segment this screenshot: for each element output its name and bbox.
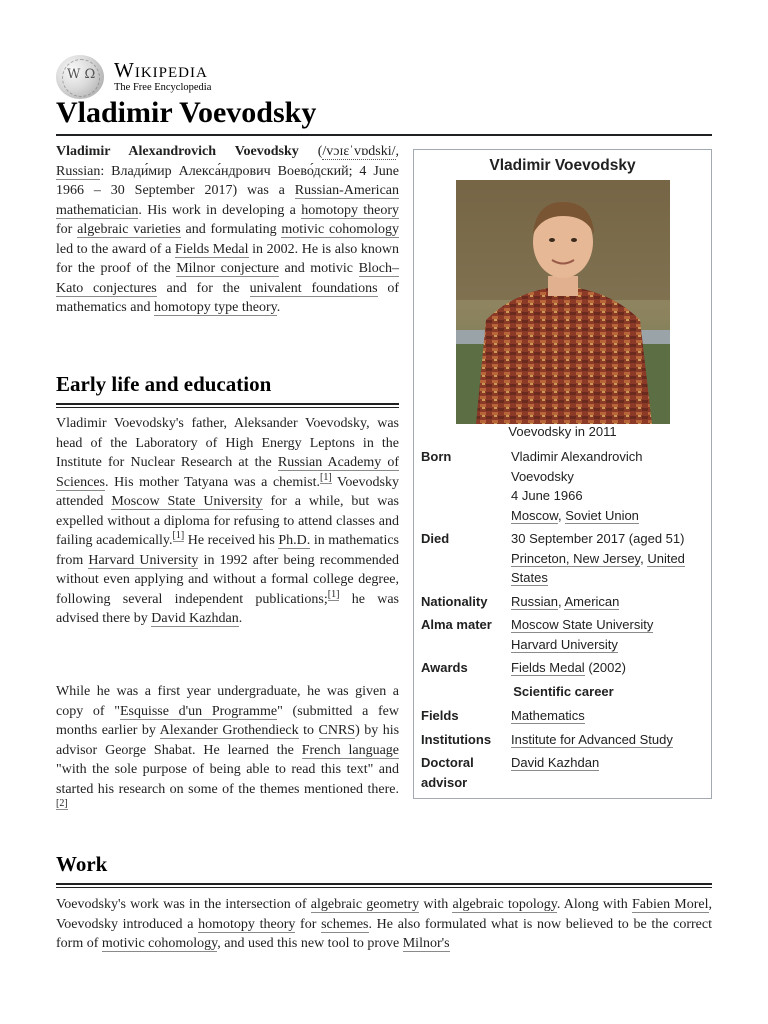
- lead-text: and for the: [166, 280, 240, 296]
- section-work: [56, 852, 712, 888]
- infobox-row-died: [421, 529, 706, 588]
- link-french-language[interactable]: French language: [301, 742, 399, 758]
- label-fields: Fields: [421, 708, 459, 723]
- label-institutions: Institutions: [421, 731, 492, 747]
- link-david-kazhdan[interactable]: David Kazhdan: [151, 611, 239, 626]
- infobox-row-nationality: [421, 592, 706, 612]
- infobox-rows: [421, 447, 706, 796]
- link-nat-american[interactable]: American: [564, 593, 620, 609]
- section-heading-early-life: Early life and education: [56, 372, 272, 396]
- heading-rule: [56, 403, 399, 408]
- link-algebraic-topology[interactable]: algebraic topology: [452, 897, 557, 912]
- para-text: Voevodsky attended: [56, 474, 399, 509]
- work-paragraph: [56, 895, 712, 954]
- ref-1[interactable]: [1]: [327, 588, 340, 600]
- para-text: . Along with: [556, 897, 628, 912]
- ref-2[interactable]: [2]: [56, 798, 68, 810]
- label-alma-mater: Alma mater: [421, 617, 492, 632]
- infobox-title: Vladimir Voevodsky: [489, 157, 636, 174]
- lead-bold-name: Vladimir Alexandrovich Voevodsky: [56, 144, 299, 159]
- link-moscow-state-university[interactable]: Moscow State University: [111, 494, 263, 509]
- link-schemes[interactable]: schemes: [321, 916, 369, 932]
- lead-text: .: [276, 300, 281, 315]
- russian-name: Влади́мир Алекса́ндрович Воево́дский: [111, 163, 349, 179]
- link-alma-harvard[interactable]: Harvard University: [511, 636, 618, 652]
- para-text: for a while, but was expelled without a diploma for refusing to attend classes and failing academically.: [56, 494, 400, 548]
- born-date: 4 June 1966: [511, 488, 583, 503]
- para-text: for: [300, 916, 317, 932]
- ref-1[interactable]: [1]: [172, 530, 185, 542]
- link-nat-russian[interactable]: Russian: [511, 593, 558, 609]
- early-paragraph-1: [56, 414, 399, 629]
- label-born: Born: [421, 449, 452, 464]
- value-institutions: [511, 730, 706, 750]
- link-cnrs[interactable]: CNRS: [318, 723, 356, 738]
- link-milnor-conjecture[interactable]: Milnor conjecture: [176, 261, 279, 276]
- link-soviet-union[interactable]: Soviet Union: [565, 507, 639, 523]
- link-esquisse[interactable]: Esquisse d'un Programme: [119, 703, 278, 719]
- link-homotopy-type-theory[interactable]: homotopy type theory: [153, 300, 277, 315]
- para-text: , and used this new tool to prove: [217, 936, 400, 951]
- awards-year: (2002): [588, 660, 626, 675]
- link-fabien-morel[interactable]: Fabien Morel: [632, 897, 709, 912]
- infobox-subheader-scientific-career: Scientific career: [513, 683, 614, 699]
- link-milnors[interactable]: Milnor's: [402, 936, 450, 951]
- wordmark: [114, 60, 211, 94]
- value-awards: [511, 658, 706, 678]
- link-princeton[interactable]: Princeton, New Jersey: [511, 550, 641, 566]
- lifespan: 4 June 1966 – 30 September 2017: [56, 163, 399, 198]
- para-text: . His mother Tatyana was a chemist.: [104, 474, 321, 490]
- value-fields: [511, 706, 706, 726]
- portrait-photo[interactable]: [456, 180, 670, 424]
- link-algebraic-varieties[interactable]: algebraic varieties: [77, 222, 181, 237]
- link-bloch-kato[interactable]: Bloch–Kato conjectures: [56, 261, 400, 296]
- portrait-image: [456, 180, 670, 424]
- para-text: .: [238, 611, 243, 626]
- link-moscow[interactable]: Moscow: [511, 507, 558, 523]
- lead-text: and formulating: [185, 222, 277, 237]
- infobox-row-born: [421, 447, 706, 525]
- ipa-pronunciation[interactable]: /vɔɪɛˈvɒdski/: [322, 144, 396, 159]
- infobox-row-doctoral-advisor: [421, 753, 706, 792]
- para-text: he was advised there by: [56, 591, 400, 626]
- para-text: . He also formulated what is now believed to be the correct form of: [56, 916, 712, 951]
- label-nationality: Nationality: [421, 593, 488, 609]
- para-text: , Voevodsky introduced a: [56, 897, 713, 932]
- link-work-homotopy-theory[interactable]: homotopy theory: [198, 916, 296, 932]
- link-russian-language[interactable]: Russian: [56, 163, 101, 179]
- heading-rule: [56, 883, 712, 888]
- link-ias[interactable]: Institute for Advanced Study: [511, 731, 673, 747]
- lead-text: of mathematics and: [56, 280, 400, 315]
- died-date: 30 September 2017 (aged 51): [511, 531, 685, 546]
- link-alma-msu[interactable]: Moscow State University: [511, 617, 654, 632]
- link-advisor-kazhdan[interactable]: David Kazhdan: [511, 755, 600, 770]
- label-died: Died: [421, 531, 450, 546]
- link-american[interactable]: American: [343, 183, 399, 198]
- para-text: While he was a first year undergraduate, he was given a copy of ": [56, 684, 399, 719]
- born-name: Vladimir Alexandrovich Voevodsky: [511, 449, 643, 484]
- link-united-states[interactable]: United States: [511, 550, 685, 585]
- lead-text: in 2002. He is also known for the proof of the: [56, 241, 399, 276]
- para-text: " (submitted a few months earlier by: [56, 703, 399, 738]
- link-univalent-foundations[interactable]: univalent foundations: [249, 280, 378, 296]
- wikipedia-globe-icon: [56, 55, 104, 99]
- lead-text: and motivic: [284, 261, 354, 276]
- wikipedia-logo[interactable]: [56, 54, 211, 100]
- para-text: He received his: [187, 533, 275, 548]
- ref-1[interactable]: [1]: [320, 471, 332, 483]
- para-text: ) by his advisor George Shabat. He learned the: [56, 723, 400, 758]
- link-homotopy-theory[interactable]: homotopy theory: [301, 202, 400, 218]
- wordmark-tagline: The Free Encyclopedia: [114, 82, 212, 94]
- link-phd[interactable]: Ph.D.: [278, 533, 311, 548]
- para-text: to: [303, 723, 315, 738]
- link-algebraic-geometry[interactable]: algebraic geometry: [310, 897, 420, 912]
- lead-text: for: [56, 222, 73, 237]
- para-text: Vladimir Voevodsky's father, Aleksander Voevodsky, was head of the Laboratory of High Energy Leptons in the Institute for Nuclear Research at the: [56, 416, 399, 470]
- para-text: Voevodsky's work was in the intersection of: [56, 897, 307, 912]
- wordmark-name: Wikipedia: [114, 58, 208, 83]
- value-doctoral-advisor: [511, 753, 706, 792]
- value-alma-mater: [511, 615, 706, 654]
- link-mathematician[interactable]: mathematician: [56, 202, 139, 218]
- infobox-row-fields: [421, 706, 706, 726]
- link-fields-medal[interactable]: Fields Medal: [174, 241, 249, 257]
- label-awards: Awards: [421, 660, 468, 675]
- link-harvard-university[interactable]: Harvard University: [88, 552, 199, 568]
- infobox: [413, 149, 712, 799]
- link-work-motivic-cohomology[interactable]: motivic cohomology: [101, 936, 218, 951]
- section-early-life: [56, 372, 399, 408]
- lead-text: led to the award of a: [56, 241, 172, 257]
- photo-caption: Voevodsky in 2011: [508, 424, 617, 439]
- link-grothendieck[interactable]: Alexander Grothendieck: [159, 723, 299, 738]
- para-text: "with the sole purpose of being able to read this text" and started his research on some of the themes mentioned there.: [56, 762, 399, 797]
- value-nationality: Russian, American: [511, 593, 620, 609]
- lead-paragraph: Vladimir Alexandrovich Voevodsky (/vɔɪɛˈvɒdski/, Russian: Влади́мир Алекса́ндрович Воево́дский; 4 June 1966 – 30 September 2017) was a Russian-American mathematician. His work in developing a homotopy theory for algebraic varieties and formulating motivic cohomology led to the award of a Fields Medal in 2002. He is also known for the proof of the Milnor conjecture and motivic Bloch–Kato conjectures and for the univalent foundations of mathematics and homotopy type theory.: [56, 144, 400, 315]
- link-motivic-cohomology[interactable]: motivic cohomology: [281, 222, 399, 237]
- infobox-row-institutions: [421, 730, 706, 750]
- early-paragraph-2: [56, 682, 399, 819]
- infobox-row-awards: [421, 658, 706, 678]
- lead-text: . His work in developing a: [138, 202, 296, 218]
- link-russian[interactable]: Russian-: [294, 183, 344, 198]
- value-born: Vladimir Alexandrovich Voevodsky 4 June 1966 Moscow, Soviet Union: [511, 447, 706, 525]
- link-awards-fields-medal[interactable]: Fields Medal: [511, 660, 585, 675]
- label-doctoral-advisor: Doctoral advisor: [421, 755, 474, 790]
- value-died: 30 September 2017 (aged 51) Princeton, New Jersey, United States: [511, 529, 706, 588]
- para-text: in mathematics from: [56, 533, 399, 568]
- page-title: Vladimir Voevodsky: [56, 96, 712, 136]
- para-text: in 1992 after being recommended without even applying and without a formal college degree, following several independent publications;: [56, 552, 399, 607]
- infobox-row-alma-mater: [421, 615, 706, 654]
- link-mathematics[interactable]: Mathematics: [511, 708, 585, 723]
- section-heading-work: Work: [56, 852, 108, 876]
- para-text: with: [423, 897, 449, 912]
- link-russian-academy[interactable]: Russian Academy of Sciences: [56, 455, 400, 490]
